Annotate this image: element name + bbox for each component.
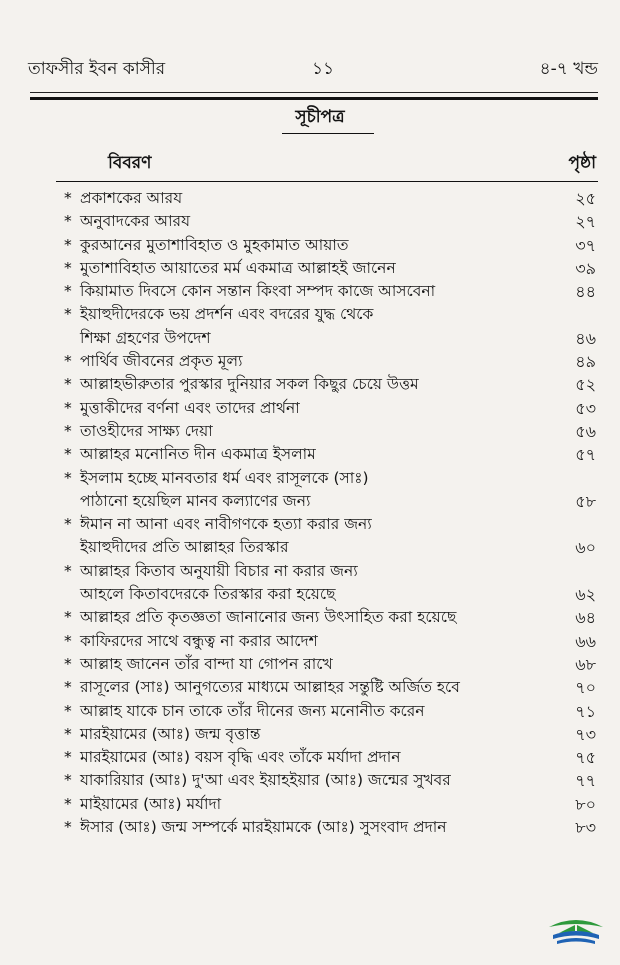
entry-title: আল্লাহ জানেন তাঁর বান্দা যা গোপন রাখে <box>80 654 333 673</box>
entry-page-number: ৮৩ <box>575 818 596 838</box>
logo-blue-base <box>557 938 595 944</box>
entry-page-number: ৫৮ <box>575 491 596 511</box>
bullet-star: * <box>64 724 72 743</box>
entry-title: পার্থিব জীবনের প্রকৃত মূল্য <box>80 352 243 371</box>
book-title: তাফসীর ইবন কাসীর <box>28 59 166 79</box>
toc-entry <box>0 373 620 396</box>
entry-page-number: ৫২ <box>575 375 596 395</box>
entry-title: মুত্তাকীদের বর্ণনা এবং তাদের প্রার্থনা <box>80 398 300 417</box>
entry-title-continued: পাঠানো হয়েছিল মানব কল্যাণের জন্য <box>80 491 311 510</box>
bullet-star: * <box>64 818 72 837</box>
bullet-star: * <box>64 398 72 417</box>
page-number: ১১ <box>311 59 335 79</box>
entry-title: আল্লাহর মনোনিত দীন একমাত্র ইসলাম <box>80 445 316 464</box>
header-rule-thin <box>30 92 598 93</box>
entry-page-number: ৩৯ <box>575 258 596 278</box>
bullet-star: * <box>64 375 72 394</box>
entry-title: কুরআনের মুতাশাবিহাত ও মুহকামাত আয়াত <box>80 235 349 254</box>
entry-page-number: ২৭ <box>575 212 596 232</box>
entry-page-number: ৬২ <box>575 585 596 605</box>
entry-title: মারইয়ামের (আঃ) জন্ম বৃত্তান্ত <box>80 724 261 743</box>
bullet-star: * <box>64 235 72 254</box>
entry-title: আল্লাহ যাকে চান তাকে তাঁর দীনের জন্য মনোনীত করেন <box>80 701 425 720</box>
toc-entry <box>0 746 620 769</box>
entry-title: রাসূলের (সাঃ) আনুগত্যের মাধ্যমে আল্লাহর সন্তুষ্টি অর্জিত হবে <box>80 678 460 697</box>
bullet-star: * <box>64 212 72 231</box>
entry-title: ইয়াহুদীদেরকে ভয় প্রদর্শন এবং বদরের যুদ্ধ থেকে <box>80 305 374 324</box>
bullet-star: * <box>64 631 72 650</box>
volume-label: ৪-৭ খন্ড <box>539 59 598 79</box>
entry-page-number: ৬৪ <box>575 608 596 628</box>
entry-page-number: ৬৮ <box>575 654 596 674</box>
header-rule-thick <box>30 97 598 100</box>
entry-title: যাকারিয়ার (আঃ) দু'আ এবং ইয়াহইয়ার (আঃ) জন্মের সুখবর <box>80 771 451 790</box>
toc-entry <box>0 234 620 257</box>
toc-entry <box>0 769 620 792</box>
column-header-page: পৃষ্ঠা <box>568 153 596 173</box>
column-header-description: বিবরণ <box>108 153 152 173</box>
column-header-rule <box>56 181 598 182</box>
toc-entry <box>0 420 620 443</box>
entry-page-number: ৭৩ <box>575 724 596 744</box>
entry-title: প্রকাশকের আরয <box>80 189 183 207</box>
entry-page-number: ৭৫ <box>575 748 596 768</box>
entry-page-number: ৪৯ <box>575 352 596 372</box>
entry-title: ইসলাম হচ্ছে মানবতার ধর্ম এবং রাসূলকে (সাঃ) <box>80 468 369 487</box>
bullet-star: * <box>64 678 72 697</box>
entry-page-number: ৪৪ <box>575 282 596 302</box>
toc-entry <box>0 257 620 280</box>
bullet-star: * <box>64 445 72 464</box>
entry-page-number: ৭৭ <box>575 771 596 791</box>
bullet-star: * <box>64 258 72 277</box>
entry-title: ঈসার (আঃ) জন্ম সম্পর্কে মারইয়ামকে (আঃ) সুসংবাদ প্রদান <box>80 818 447 837</box>
bullet-star: * <box>64 352 72 371</box>
entry-page-number: ৫৩ <box>575 398 596 418</box>
bullet-star: * <box>64 421 72 440</box>
title-underline <box>282 133 374 134</box>
entry-page-number: ২৫ <box>575 189 596 208</box>
toc-entry <box>0 653 620 676</box>
bullet-star: * <box>64 794 72 813</box>
bullet-star: * <box>64 189 72 207</box>
entry-page-number: ৩৭ <box>575 235 596 255</box>
bullet-star: * <box>64 561 72 580</box>
bullet-star: * <box>64 771 72 790</box>
toc-entry <box>0 443 620 466</box>
entry-title: মুতাশাবিহাত আয়াতের মর্ম একমাত্র আল্লাহই জানেন <box>80 258 396 277</box>
bullet-star: * <box>64 654 72 673</box>
toc-entry <box>0 700 620 723</box>
bullet-star: * <box>64 305 72 324</box>
entry-title: মাইয়ামের (আঃ) মর্যাদা <box>80 794 222 813</box>
entry-title: কাফিরদের সাথে বন্ধুত্ব না করার আদেশ <box>80 631 318 650</box>
toc-entry <box>0 210 620 233</box>
bullet-star: * <box>64 748 72 767</box>
entry-title: আল্লাহভীরুতার পুরস্কার দুনিয়ার সকল কিছুর চেয়ে উত্তম <box>80 375 419 394</box>
toc-entry <box>0 513 620 560</box>
bullet-star: * <box>64 515 72 534</box>
toc-entry <box>0 606 620 629</box>
entry-page-number: ৪৬ <box>575 328 596 348</box>
toc-entry <box>0 560 620 607</box>
entry-title-continued: ইয়াহুদীদের প্রতি আল্লাহর তিরস্কার <box>80 538 289 557</box>
toc-entry <box>0 630 620 653</box>
toc-entry <box>0 397 620 420</box>
entry-page-number: ৬০ <box>575 538 596 558</box>
entry-page-number: ৮০ <box>575 794 596 814</box>
entry-page-number: ৫৭ <box>575 445 596 465</box>
toc-entry <box>0 280 620 303</box>
entry-title: অনুবাদকের আরয <box>80 212 191 231</box>
toc-entry <box>0 187 620 210</box>
toc-entry <box>0 350 620 373</box>
entry-title: আল্লাহর কিতাব অনুযায়ী বিচার না করার জন্য <box>80 561 358 580</box>
toc-entry <box>0 723 620 746</box>
toc-entry <box>0 676 620 699</box>
bullet-star: * <box>64 468 72 487</box>
publisher-logo <box>545 905 607 951</box>
entry-title: কিয়ামাত দিবসে কোন সন্তান কিংবা সম্পদ কাজে আসবেনা <box>80 282 436 301</box>
bullet-star: * <box>64 608 72 627</box>
running-header <box>28 56 598 86</box>
logo-blue-book <box>553 931 599 939</box>
toc-entries <box>0 187 620 839</box>
logo-green-arc <box>549 920 603 927</box>
toc-entry <box>0 793 620 816</box>
entry-title-continued: আহলে কিতাবদেরকে তিরস্কার করা হয়েছে <box>80 585 336 604</box>
entry-title: তাওহীদের সাক্ষ্য দেয়া <box>80 421 213 440</box>
toc-title: সূচীপত্র <box>295 107 345 127</box>
entry-title: মারইয়ামের (আঃ) বয়স বৃদ্ধি এবং তাঁকে মর্যাদা প্রদান <box>80 748 401 767</box>
entry-title: আল্লাহর প্রতি কৃতজ্ঞতা জানানোর জন্য উৎসাহিত করা হয়েছে <box>80 608 457 627</box>
entry-title: ঈমান না আনা এবং নাবীগণকে হত্যা করার জন্য <box>80 515 372 534</box>
entry-page-number: ৫৬ <box>575 421 596 441</box>
entry-page-number: ৭০ <box>575 678 596 698</box>
toc-entry <box>0 303 620 350</box>
toc-entry <box>0 467 620 514</box>
bullet-star: * <box>64 282 72 301</box>
entry-page-number: ৬৬ <box>575 631 596 651</box>
entry-title-continued: শিক্ষা গ্রহণের উপদেশ <box>80 328 211 347</box>
bullet-star: * <box>64 701 72 720</box>
entry-page-number: ৭১ <box>575 701 596 721</box>
toc-entry <box>0 816 620 839</box>
